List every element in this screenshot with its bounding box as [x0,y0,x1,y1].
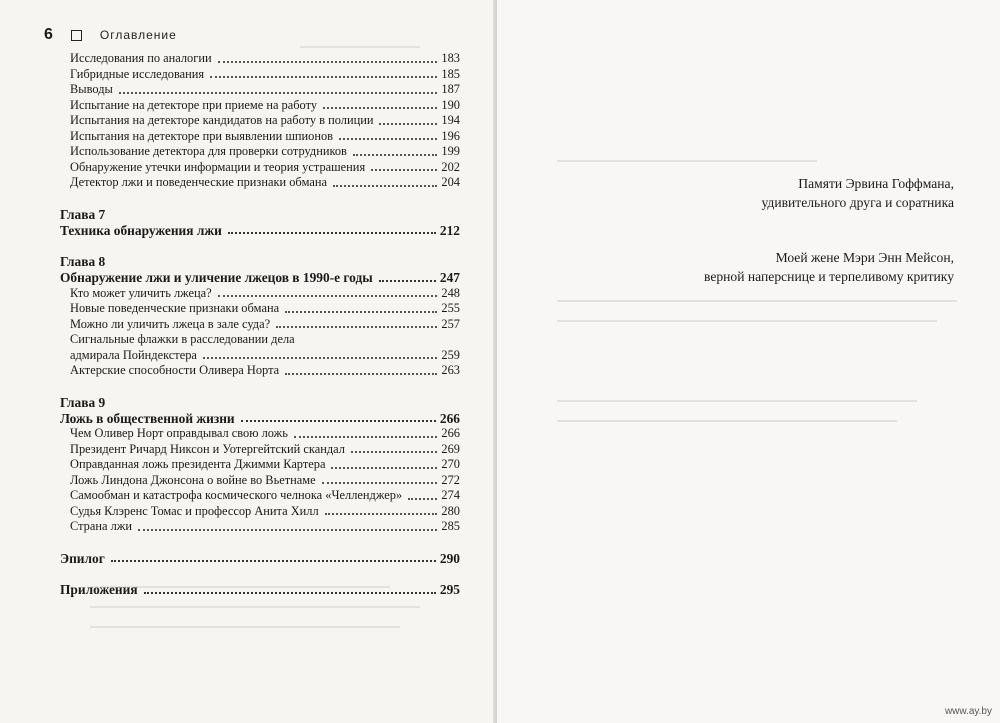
toc-entry [60,51,460,67]
dot-leader [379,280,436,282]
toc-entry [60,426,460,442]
toc-entry-page: 263 [441,363,460,377]
toc-entry [60,473,460,489]
toc-entry-title: Испытания на детекторе при выявлении шпионов [70,128,334,143]
dedication-line: Моей жене Мэри Энн Мейсон, [775,250,954,265]
toc-entry-page: 194 [441,113,460,127]
dot-leader [203,357,438,359]
toc-entry-page: 285 [441,519,460,533]
dot-leader [339,138,437,140]
chapter-7-title-row [60,223,460,239]
dot-leader [218,295,438,297]
dot-leader [379,123,437,125]
toc-entry [60,301,460,317]
toc-entry [60,129,460,145]
toc-entry [60,317,460,333]
toc-entry [60,488,460,504]
toc-entry-page: 196 [441,128,460,143]
toc-entry-page: 266 [441,426,460,440]
toc-entry [60,175,460,191]
toc-entry-page: 280 [441,503,460,518]
section-title: Оглавление [99,28,177,42]
toc-entry-title: Президент Ричард Никсон и Уотергейтский скандал [70,441,345,456]
toc-entry-title: Актерские способности Оливера Норта [70,363,280,377]
dedication-line: Памяти Эрвина Гоффмана, [798,176,954,191]
toc-entry [60,144,460,160]
chapter-7-label: Глава 7 [60,206,106,222]
toc-entry-title: Самообман и катастрофа космического челнока «Челленджер» [70,488,403,502]
toc-entry [60,286,460,302]
toc-entry-page: 204 [441,175,460,189]
dot-leader [111,560,436,562]
dot-leader [285,311,437,313]
left-page [0,0,497,723]
dot-leader [323,107,437,109]
dot-leader [353,154,438,156]
chapter-8-label: Глава 8 [60,254,106,269]
dot-leader [322,482,438,484]
toc-entry [60,442,460,458]
chapter-8-title: Обнаружение лжи и уличение лжецов в 1990-е годы [60,270,373,285]
chapter-9-page: 266 [439,410,460,426]
chapter-9-title: Ложь в общественной жизни [60,410,235,426]
toc-entry-page: 202 [441,159,460,174]
appendices-page: 295 [439,582,460,597]
toc-entry-title: Выводы [70,82,113,96]
dot-leader [218,61,438,63]
toc-entry-page: 259 [441,347,460,362]
epilogue-title: Эпилог [60,550,105,566]
toc-entry [60,98,460,114]
toc-entry-title: Испытание на детекторе при приеме на работу [70,97,318,112]
toc-entry-page: 248 [441,285,460,300]
dot-leader [331,467,437,469]
epilogue-row [60,551,460,567]
toc-entry-title: Гибридные исследования [70,66,205,81]
toc-entry-page: 185 [441,66,460,81]
toc-entry-page: 199 [441,144,460,158]
appendices-row [60,582,460,598]
page-number: 6 [44,26,53,43]
chapter-8-title-row [60,270,460,286]
show-through-mark [557,300,957,302]
dedication-line: удивительного друга и соратника [761,195,954,210]
toc-entry [60,457,460,473]
toc-entry-page: 187 [441,82,460,96]
right-page [497,0,1000,723]
chapter-8-page: 247 [439,270,460,285]
toc-entry-title: адмирала Пойндекстера [70,347,197,362]
dot-leader [228,232,436,234]
dedication-first [761,174,954,212]
dot-leader [138,529,437,531]
toc-entry-title: Можно ли уличить лжеца в зале суда? [70,316,271,331]
dot-leader [333,185,437,187]
dedication-second [704,248,954,286]
toc-entry-title: Использование детектора для проверки сотрудников [70,144,347,158]
toc-entry-page: 183 [441,51,460,65]
dot-leader [285,373,437,375]
show-through-mark [557,160,817,162]
epilogue-page: 290 [439,550,460,566]
toc-entry-page: 190 [441,97,460,112]
toc-entry [60,82,460,98]
chapter-9-label: Глава 9 [60,394,106,410]
table-of-contents [60,51,460,598]
toc-entry [60,363,460,379]
show-through-mark [90,606,420,608]
toc-entry [60,504,460,520]
dot-leader [294,436,438,438]
toc-entry-title: Судья Клэренс Томас и профессор Анита Хилл [70,503,319,518]
dot-leader [371,169,437,171]
dot-leader [144,592,436,594]
appendices-title: Приложения [60,582,138,597]
toc-entry-title: Страна лжи [70,519,132,533]
toc-entry-title: Новые поведенческие признаки обмана [70,301,280,315]
toc-entry-title: Обнаружение утечки информации и теория устрашения [70,159,366,174]
toc-entry-title: Чем Оливер Норт оправдывал свою ложь [70,426,288,440]
dot-leader [325,513,438,515]
toc-entry [60,113,460,129]
show-through-mark [557,320,937,322]
toc-entry-page: 269 [441,441,460,456]
toc-entry-page: 274 [441,488,460,502]
square-bullet-icon [71,30,82,41]
running-header [44,26,177,44]
toc-entry-page: 270 [441,457,460,471]
toc-entry-page: 255 [441,301,460,315]
toc-entry-title: Ложь Линдона Джонсона о войне во Вьетнаме [70,472,316,487]
toc-entry [60,67,460,83]
dot-leader [210,76,437,78]
toc-entry [60,160,460,176]
toc-entry-page: 257 [441,316,460,331]
toc-entry-page: 272 [441,472,460,487]
chapter-7-title: Техника обнаружения лжи [60,222,222,238]
toc-entry-title: Оправданная ложь президента Джимми Картера [70,457,326,471]
toc-entry-title: Испытания на детекторе кандидатов на работу в полиции [70,113,374,127]
show-through-mark [300,46,420,48]
dedication-line: верной наперснице и терпеливому критику [703,269,954,284]
show-through-mark [557,400,917,402]
watermark: www.ay.by [944,706,992,717]
show-through-mark [90,626,400,628]
dot-leader [119,92,438,94]
toc-entry [60,348,460,364]
toc-entry-multiline-first: Сигнальные флажки в расследовании дела [70,332,295,346]
toc-entry-title: Детектор лжи и поведенческие признаки обмана [70,175,327,189]
dot-leader [408,498,437,500]
dot-leader [351,451,437,453]
toc-entry-title: Кто может уличить лжеца? [70,285,212,300]
toc-top-list [60,51,460,191]
toc-entry [60,519,460,535]
chapter-7-page: 212 [439,222,460,238]
chapter-9-title-row [60,411,460,427]
dot-leader [276,326,437,328]
dot-leader [241,420,436,422]
show-through-mark [557,420,897,422]
toc-entry-title: Исследования по аналогии [70,51,212,65]
